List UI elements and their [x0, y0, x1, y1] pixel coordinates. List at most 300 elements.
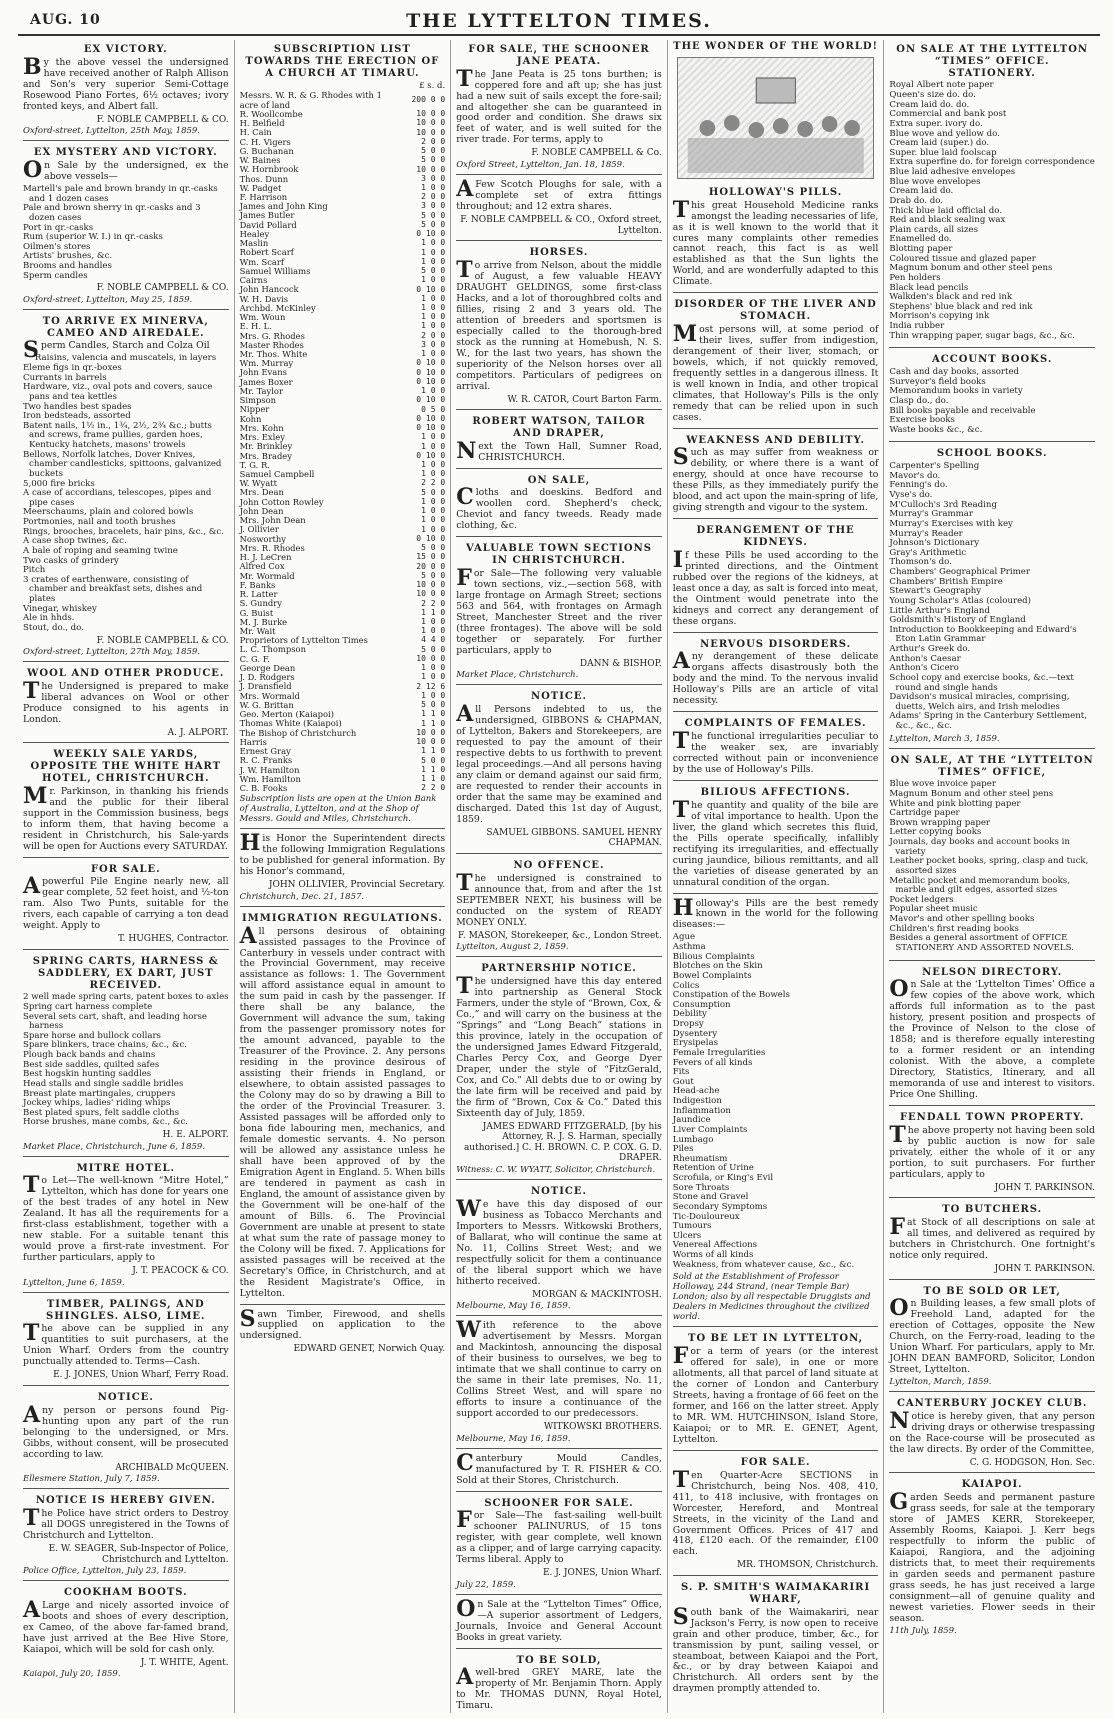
subscription-amount: 10 0 0: [416, 109, 446, 119]
subscriber-name: Kohn: [239, 413, 262, 424]
list-item: Gray's Arithmetic: [889, 547, 967, 558]
subscriber-name: John Evans: [239, 367, 287, 378]
ad-title: HOLLOWAY'S PILLS.: [708, 186, 843, 198]
subscription-amount: 5 0 0: [421, 644, 446, 654]
ad-signature: DANN & BISHOP.: [579, 658, 662, 669]
subscription-amount: 2 0 0: [421, 136, 446, 146]
advertisement: [673, 521, 879, 632]
ad-title: NELSON DIRECTORY.: [922, 966, 1063, 978]
subscriber-name: Thos. Dunn: [239, 173, 289, 184]
subscription-amount: 10 0 0: [416, 653, 446, 663]
list-item: Port in qr.-casks: [23, 222, 94, 233]
list-item: Cash and day books, assorted: [889, 367, 1020, 378]
ad-body: On Sale at the “Lyttelton Times” Office,—A superior assortment of Ledgers, Journals, Invoice and General Account Books in great variety.: [456, 1595, 662, 1643]
ad-footer: Lyttelton, March, 1859.: [889, 1377, 992, 1388]
ad-title: EX MYSTERY AND VICTORY.: [33, 147, 218, 159]
ad-body: If these Pills be used according to the printed directions, and the Ointment rubbed over the regions of the kidneys, at least once a day, as salt is forced into meat, the Ointment would penetrate into the kidneys and correct any derangement of these organs.: [672, 546, 879, 627]
ad-title: IMMIGRATION REGULATIONS.: [242, 912, 443, 924]
subscriber-name: Nosworthy: [239, 533, 286, 544]
subscription-amount: 0 10 0: [416, 450, 446, 460]
list-item: Vyse's do.: [889, 490, 933, 501]
subscriber-name: C. H. Vigers: [239, 136, 291, 147]
ad-title: EX VICTORY.: [83, 44, 168, 55]
list-item: Bilious Complaints: [672, 951, 755, 962]
subscriber-name: Maslin: [239, 238, 269, 249]
ad-footer: July 22, 1859.: [456, 1579, 516, 1590]
list-item: Breast plate martingales, cruppers: [23, 1088, 176, 1099]
advertisement: [889, 751, 1095, 961]
ad-footer: Ellesmere Station, July 7, 1859.: [23, 1474, 160, 1485]
list-item: Martell's pale and brown brandy in qr.-casks and 1 dozen cases: [23, 184, 218, 204]
subscription-amount: 3 0 0: [421, 173, 446, 183]
advertisement: [456, 959, 662, 1180]
list-item: Bill books payable and receivable: [889, 405, 1036, 416]
subscription-amount: 1 1 0: [421, 607, 446, 617]
ad-title: SPRING CARTS, HARNESS & SADDLERY, EX DART, JUST RECEIVED.: [32, 955, 219, 991]
list-item: Cream laid (super.) do.: [889, 138, 990, 149]
list-item: Rum (superior W. I.) in qr.-casks: [23, 232, 163, 243]
list-item: 5,000 fire bricks: [23, 478, 95, 489]
ad-body: Any person or persons found Pig-hunting upon any part of the run belonging to the undersigned, or Mrs. Gibbs, without consent, will be prosecuted according to law.: [23, 1401, 229, 1460]
ad-signature: W. R. CATOR, Court Barton Farm.: [507, 394, 662, 405]
ad-title: DERANGEMENT OF THE KIDNEYS.: [696, 525, 855, 549]
subscription-amount: 2 2 0: [421, 783, 446, 793]
subscriber-name: David Pollard: [239, 219, 297, 230]
subscription-amount: 10 0 0: [416, 127, 446, 137]
advertisement: [456, 471, 662, 538]
crowd-engraving-icon: [678, 58, 874, 178]
subscription-amount: 0 10 0: [416, 423, 446, 433]
subscriber-name: The Bishop of Christchurch: [239, 727, 357, 738]
table-row: [240, 396, 446, 405]
list-item: Pale and brown sherry in qr.-casks and 3 dozen cases: [23, 203, 201, 223]
list-item: Debility: [672, 1009, 707, 1020]
masthead: [18, 8, 1100, 36]
subscriber-name: H. J. LeCren: [239, 552, 292, 563]
subscriber-name: J. Ollivier: [239, 524, 279, 535]
advertisement: [23, 312, 229, 662]
advertisement: [456, 1451, 662, 1492]
ad-footer: Christchurch, Dec. 21, 1857.: [239, 891, 365, 902]
ad-body: For a term of years (or the interest offered for sale), in one or more allotments, all that parcel of land situate at the corner of London and Canterbury Streets, having a frontage of 66 feet on the former, and 166 on the latter street. Apply to MR. WM. HUTCHINSON, Island Store, Kaiapoi; or to MR. E. GENET, Agent, Lyttelton.: [672, 1343, 879, 1445]
ad-body: The functional irregularities peculiar to the weaker sex, are invariably corrected without pain or inconvenience by the use of Holloway's Pills.: [672, 728, 879, 775]
advertisement: [23, 1295, 229, 1386]
advertisement: [23, 1583, 229, 1683]
subscription-amount: 0 10 0: [416, 533, 446, 543]
subscription-amount: 1 0 0: [421, 441, 446, 451]
subscription-amount: 0 10 0: [416, 358, 446, 368]
subscriber-name: Mrs. Bradey: [239, 450, 292, 461]
subscription-amount: 2 2 0: [421, 598, 446, 608]
ad-title: TO BUTCHERS.: [942, 1204, 1043, 1216]
list-item: Thin wrapping paper, sugar bags, &c., &c.: [889, 330, 1075, 341]
subscriber-name: W. G. Brittan: [239, 699, 294, 710]
advertisement: [889, 1394, 1095, 1473]
ad-body: Mr. Parkinson, in thanking his friends and the public for their liberal support in the Commission business, begs to inform them, that having become a resident in Christchurch, his Sale-yards will be open for Auctions every SATURDAY.: [23, 782, 229, 852]
list-item: Fevers of all kinds: [672, 1057, 753, 1068]
ad-title: TO BE SOLD,: [516, 1654, 602, 1666]
ad-title: TO BE SOLD OR LET,: [923, 1285, 1061, 1297]
list-item: Consumption: [672, 999, 731, 1010]
list-item: Raisins, valencia and muscatels, in layers: [34, 353, 217, 364]
ad-title: ON SALE AT THE LYTTELTON “TIMES” OFFICE. STATIONERY.: [896, 44, 1089, 79]
list-item: Spare blinkers, trace chains, &c., &c.: [23, 1040, 188, 1051]
subscription-amount: 15 0 0: [416, 552, 446, 562]
ad-body: AFew Scotch Ploughs for sale, with a complete set of extra fittings throughout; and 12 extra shares.: [456, 176, 662, 212]
list-item: Cream laid do.: [889, 186, 954, 197]
ad-footer: Melbourne, May 16, 1859.: [456, 1301, 571, 1312]
ad-signature: J. T. WHITE, Agent.: [140, 1657, 229, 1668]
subscriber-name: J. Dransfield: [239, 681, 292, 692]
ad-title: NOTICE.: [530, 1186, 587, 1198]
list-item: Children's first reading books: [889, 923, 1019, 934]
ad-title: ON SALE,: [527, 474, 591, 486]
list-item: Adams' Spring in the Canterbury Settlement, &c., &c., &c.: [889, 711, 1087, 732]
ad-signature: F. NOBLE CAMPBELL & CO., Oxford street, Lyttelton.: [460, 214, 662, 236]
subscription-amount: 10 0 0: [416, 164, 446, 174]
list-item: Murray's Reader: [889, 528, 963, 539]
list-item: Goldsmith's History of England: [889, 615, 1026, 626]
ad-title: NERVOUS DISORDERS.: [700, 638, 852, 650]
subscription-amount: 1 0 0: [421, 386, 446, 396]
ad-signature: EDWARD GENET, Norwich Quay.: [293, 1344, 446, 1355]
list-item: Murray's Exercises with key: [889, 518, 1013, 529]
subscription-amount: 1 0 0: [421, 515, 446, 525]
advertisement: [673, 431, 879, 520]
ad-footer: Lyttelton, August 2, 1859.: [456, 942, 569, 953]
subscription-amount: 1 1 0: [421, 764, 446, 774]
ad-body: Canterbury Mould Candles, manufactured by T. R. FISHER & CO. Sold at their Stores, Christchurch.: [456, 1449, 662, 1486]
list-item: Walkden's black and red ink: [889, 292, 1013, 303]
list-item: Ulcers: [672, 1230, 702, 1241]
list-item: Anthon's Cicero: [889, 663, 959, 674]
ad-signature: F. MASON, Storekeeper, &c., London Street.: [458, 930, 662, 941]
ad-signature: SAMUEL GIBBONS. SAMUEL HENRY CHAPMAN.: [486, 827, 662, 849]
ad-item-list: [889, 780, 1095, 953]
advertisement: [240, 1307, 446, 1360]
ad-title: NOTICE.: [97, 1391, 154, 1403]
list-item: Best plated spurs, felt saddle cloths: [23, 1107, 180, 1118]
subscriber-name: F. Harrison: [239, 191, 288, 202]
advertisement: [673, 896, 879, 1328]
table-row: [240, 405, 446, 414]
list-item: Brown wrapping paper: [889, 817, 991, 828]
ad-body: ALarge and nicely assorted invoice of boots and shoes of every description, ex Cameo, of the above far-famed brand, have just arrived at the Bee Hive Store, Kaiapoi, which will be sold for cash only.: [23, 1596, 229, 1655]
subscriber-name: S. Gundry: [239, 598, 282, 609]
ad-body: The undersigned is constrained to announce that, from and after the 1st SEPTEMBER NEXT, his business will be conducted on the system of READY MONEY ONLY.: [456, 869, 662, 928]
list-item: Dysentery: [672, 1028, 718, 1039]
ad-title: KAIAPOI.: [961, 1479, 1023, 1491]
list-item: Morrison's copying ink: [889, 311, 990, 322]
subscriber-name: Mrs. R. Rhodes: [239, 542, 305, 553]
ad-footer: Oxford-street, Lyttelton, 25th May, 1859.: [23, 126, 201, 137]
subscription-amount: 1 0 0: [421, 626, 446, 636]
column-4: [668, 40, 885, 1713]
ad-title: WEAKNESS AND DEBILITY.: [686, 434, 865, 446]
list-item: 2 well made spring carts, patent boxes to axles: [23, 992, 229, 1003]
ad-body: Awell-bred GREY MARE, late the property of Mr. Benjamin Thorn. Apply to Mr. THOMAS DUNN, Royal Hotel, Timaru.: [456, 1664, 662, 1712]
subscription-amount: 1 0 0: [421, 460, 446, 469]
list-item: Plain cards, all sizes: [889, 224, 978, 235]
advertisement: [456, 412, 662, 469]
list-item: M'Culloch's 3rd Reading: [889, 499, 997, 510]
ad-body: We have this day disposed of our business as Tobacco Merchants and Importers to Messrs. Witkowski Brothers, of Ballarat, who will continue the same at No. 11, Collins Street West; and we respectfully solicit for them a continuance of the liberal support which we have hitherto received.: [456, 1195, 662, 1287]
subscription-amount: 1 0 0: [421, 256, 446, 266]
list-item: Two handles best spades: [23, 401, 132, 412]
subscriber-name: Mrs. Exley: [239, 432, 285, 443]
list-item: Several sets cart, shaft, and leading horse harness: [23, 1011, 208, 1032]
ad-signature: J. T. PEACOCK & CO.: [132, 1266, 229, 1277]
column-5: [884, 40, 1100, 1713]
list-item: A bale of roping and seaming twine: [23, 545, 178, 556]
ad-title: WEEKLY SALE YARDS, OPPOSITE THE WHITE HART HOTEL, CHRISTCHURCH.: [30, 749, 222, 785]
advertisement: [456, 687, 662, 854]
ad-title: HORSES.: [529, 247, 589, 259]
list-item: Plough back bands and chains: [23, 1050, 156, 1061]
subscriber-name: John Cotton Rowley: [239, 496, 324, 507]
list-item: Arthur's Greek do.: [889, 644, 971, 655]
list-item: Mavor's and other spelling books: [889, 914, 1035, 925]
list-item: Indigestion: [672, 1096, 722, 1107]
list-item: Meerschaums, plain and colored bowls: [23, 507, 194, 518]
list-item: School copy and exercise books, &c.—text round and single hands: [889, 672, 1074, 693]
list-item: Magnum Bonum and other steel pens: [889, 788, 1054, 799]
list-item: Tumours: [672, 1221, 712, 1232]
ad-title: FOR SALE.: [90, 863, 161, 875]
list-item: White and pink blotting paper: [889, 798, 1021, 809]
subscriber-name: R. Latter: [239, 589, 278, 600]
advertisement: [456, 1182, 662, 1316]
list-item: Journals, day books and account books in variety: [889, 837, 1070, 857]
subscriber-name: Proprietors of Lyttelton Times: [239, 635, 368, 646]
subscriber-name: L. C. Thompson: [239, 644, 306, 655]
subscription-amount: 10 0 0: [416, 580, 446, 590]
issue-date: AUG. 10: [30, 12, 101, 28]
subscriber-name: M. J. Burke: [239, 616, 288, 627]
ad-title: FOR SALE, THE SCHOONER JANE PEATA.: [468, 44, 650, 67]
list-item: Stout, do., do.: [23, 622, 84, 633]
ad-signature: MR. THOMSON, Christchurch.: [736, 1560, 879, 1571]
subscriber-name: W. Baines: [239, 155, 281, 166]
table-row: [240, 91, 446, 109]
subscriber-name: Harris: [239, 736, 267, 747]
list-item: Enamelled do.: [889, 234, 952, 245]
ad-title: TO ARRIVE EX MINERVA, CAMEO AND AIREDALE.: [42, 315, 209, 339]
ad-signature: E. J. JONES, Union Wharf.: [542, 1568, 662, 1579]
subscription-amount: 0 10 0: [416, 395, 446, 405]
subscriber-name: W. H. Davis: [239, 293, 289, 304]
ad-body: Sawn Timber, Firewood, and shells supplied on application to the undersigned.: [239, 1305, 446, 1342]
ad-title: NOTICE IS HEREBY GIVEN.: [35, 1495, 216, 1507]
ad-signature: WITKOWSKI BROTHERS.: [543, 1422, 662, 1432]
ad-title: COMPLAINTS OF FEMALES.: [684, 718, 867, 730]
ad-item-list: [889, 81, 1095, 341]
ad-body: To Let—The well-known “Mitre Hotel,” Lyttelton, which has done for years one of the best trades of any hotel in New Zealand. It has all the requirements for a first-class establishment, together with a new stable. For a suitable tenant this would prove a first-rate investment. For further particulars, apply to: [23, 1172, 229, 1264]
subscriber-name: James and John King: [239, 201, 328, 212]
ad-signature: JOHN T. PARKINSON.: [994, 1182, 1095, 1193]
list-item: Black lead pencils: [889, 282, 969, 293]
subscription-amount: 2 0 0: [421, 192, 446, 202]
list-item: Hardware, viz., oval pots and covers, sauce pans and tea kettles: [23, 382, 213, 402]
advertisement: [889, 1108, 1095, 1198]
subscriber-name: Mr. Brinkley: [239, 441, 293, 452]
subscription-amount: 1 0 0: [421, 524, 446, 534]
ad-body: Next the Town Hall, Sumner Road, CHRISTCHURCH.: [456, 437, 662, 464]
subscription-amount: 1 1 0: [421, 746, 446, 756]
column-1: [18, 40, 235, 1713]
subscriber-name: W. Hornbrook: [239, 164, 299, 175]
subscriber-name: John Dean: [239, 505, 284, 516]
subscriber-name: W. Wyatt: [239, 478, 277, 489]
subscriber-name: Ernest Gray: [239, 746, 291, 757]
list-item: Royal Albert note paper: [889, 80, 994, 91]
subscription-amount: 10 0 0: [416, 737, 446, 747]
advertisement: [456, 539, 662, 685]
currency-header: £ s. d.: [419, 81, 446, 92]
subscription-amount: 5 0 0: [421, 266, 446, 276]
ad-signature: A. J. ALPORT.: [167, 727, 229, 738]
ad-title: TO BE LET IN LYTTELTON,: [688, 1333, 864, 1345]
advertisement: [23, 860, 229, 950]
subscriber-name: W. Padget: [239, 182, 282, 193]
advertisement: [673, 635, 879, 713]
subscription-amount: 10 0 0: [416, 589, 446, 599]
table-row: [240, 221, 446, 230]
advertisement: [456, 1494, 662, 1595]
list-item: Popular sheet music: [889, 904, 978, 915]
ad-body: On Sale at the ‘Lyttelton Times’ Office a few copies of the above work, which affords full information as to the past history, present position and prospects of the Province of Nelson to the close of 1858; and is therefore equally interesting to a former resident or an intending colonist. With the above, a complete Directory, Statistics, Itinerary, and all memoranda of use and interest to visitors. Price One Shilling.: [889, 976, 1095, 1101]
ad-body: Sperm Candles, Starch and Colza Oil: [23, 337, 210, 364]
list-item: Constipation of the Bowels: [672, 990, 790, 1001]
list-item: Iron bedsteads, assorted: [23, 411, 131, 422]
ad-body: The Undersigned is prepared to make liberal advances on Wool or other Produce consigned to his agents in London.: [23, 677, 229, 725]
subscription-amount: 1 0 0: [421, 616, 446, 626]
advertisement: [456, 243, 662, 410]
ad-body: Apowerful Pile Engine nearly new, all gear complete, 52 feet hoist, and ½-ton ram. Also Two Punts, suitable for the rivers, each capable of carrying a ton dead weight. Apply to: [23, 873, 229, 932]
list-item: Clasp do., do.: [889, 395, 949, 406]
subscription-amount: 5 0 0: [421, 146, 446, 156]
subscription-amount: 10 0 0: [416, 727, 446, 737]
ad-signature: H. E. ALPORT.: [162, 1130, 229, 1141]
subscription-amount: 5 0 0: [421, 570, 446, 580]
list-item: Drab do. do.: [889, 195, 943, 206]
advertisement: [673, 714, 879, 781]
list-item: Asthma: [672, 942, 706, 953]
ad-body: Such as may suffer from weakness or debility, or where there is a want of energy, should at once have recourse to these Pills, as they immediately purify the blood, and act upon the main-spring of life, giving strength and vigour to the system.: [672, 444, 879, 514]
list-item: Letter copying books: [889, 827, 982, 838]
subscriber-name: E. H. L.: [239, 321, 272, 332]
subscriber-name: H. Belfield: [239, 118, 285, 129]
list-item: 3 crates of earthenware, consisting of chamber and breakfast sets, dishes and plates: [23, 574, 203, 605]
list-item: Besides a general assortment of OFFICE STATIONERY AND ASSORTED NOVELS.: [889, 933, 1074, 953]
subscription-title: SUBSCRIPTION LIST TOWARDS THE ERECTION OF A CHURCH AT TIMARU.: [245, 44, 440, 79]
newspaper-title: THE LYTTELTON TIMES.: [406, 10, 712, 32]
ad-footer: Market Place, Christchurch.: [456, 670, 579, 681]
subscription-amount: 5 0 0: [421, 543, 446, 553]
ad-title: FOR SALE.: [740, 1456, 811, 1468]
subscriber-name: Mr. Taylor: [239, 385, 283, 396]
ad-body: For Sale—The fast-sailing well-built schooner PALINURUS, of 15 tons register, with gear complete, well known as a clipper, and of large carrying capacity. Terms liberal. Apply to: [456, 1507, 662, 1566]
advertisement: [23, 143, 229, 310]
ad-signature: E. W. SEAGER, Sub-Inspector of Police, Christchurch and Lyttelton.: [48, 1543, 229, 1565]
list-item: Thick blue laid official do.: [889, 205, 1003, 216]
ad-signature: T. HUGHES, Contractor.: [117, 934, 229, 945]
subscriber-name: R. C. Franks: [239, 755, 293, 766]
subscription-amount: 0 10 0: [416, 413, 446, 423]
list-item: Dropsy: [672, 1019, 704, 1030]
subscriber-name: Wm. Woun: [239, 312, 286, 323]
table-row: [240, 267, 446, 276]
ad-body: With reference to the above advertisement by Messrs. Morgan and Mackintosh, announcing the disposal of their business to ourselves, we beg to intimate that we shall continue to carry on the same in their late premises, No. 11, Collins Street West, and will spare no efforts to insure a continuance of the support accorded to our predecessors.: [456, 1317, 662, 1420]
list-item: Mavor's do.: [889, 470, 941, 481]
subscription-amount: 200 0 0: [411, 95, 446, 105]
list-item: Johnson's Dictionary: [889, 538, 980, 549]
subscription-amount: 1 1 0: [421, 773, 446, 783]
advertisement: [456, 177, 662, 241]
list-item: A case of accordians, telescopes, pipes and pipe cases: [23, 488, 212, 508]
subscription-amount: 1 0 0: [421, 432, 446, 442]
ad-body: The quantity and quality of the bile are of vital importance to health. Upon the liver, the gland which secretes this fluid, the Pills operate specifically, infallibly rectifying its irregularities, and effectually curing jaundice, bilious remittants, and all the varieties of disease generated by an unnatural condition of the organ.: [672, 796, 879, 888]
list-item: Surveyor's field books: [889, 376, 986, 387]
subscriber-name: Geo. Merton (Kaiapoi): [239, 709, 334, 720]
advertisement: [456, 1651, 662, 1713]
list-item: Two casks of grindery: [23, 555, 119, 566]
list-item: Gout: [672, 1076, 694, 1087]
subscription-amount: 0 5 0: [421, 404, 446, 414]
subscription-amount: 1 1 0: [421, 718, 446, 728]
subscriber-name: Wm. Hamilton: [239, 773, 301, 784]
list-item: Ague: [672, 932, 696, 943]
list-item: Spring cart harness complete: [23, 1001, 153, 1012]
advertisement: [23, 745, 229, 857]
subscriber-name: Cairns: [239, 275, 268, 286]
subscriber-name: Mr. Thos. White: [239, 348, 308, 359]
subscriber-name: C. B. Fooks: [239, 782, 288, 793]
list-item: Horse brushes, mane combs, &c., &c.: [23, 1117, 189, 1128]
ad-signature: JOHN T. PARKINSON.: [994, 1263, 1095, 1274]
list-item: Super. blue laid foolscap: [889, 147, 997, 158]
list-item: Secondary Symptoms: [672, 1201, 768, 1212]
ad-body: To arrive from Nelson, about the middle of August, a few valuable HEAVY DRAUGHT GELDINGS, some first-class Hacks, and a lot of thoroughbred colts and fillies, rising 2 and 3 years old. The attention of breeders and sportsmen is especially called to the thorough-bred stock as the running at Homebush, N. S. W., for the last two years, has shown the superiority of the Nelson horses over all competitors. Particulars of pedigrees on arrival.: [456, 256, 662, 392]
list-item: Queen's size do. do.: [889, 90, 976, 101]
advertisement: [456, 1597, 662, 1649]
ad-footer: Melbourne, May 16, 1859.: [456, 1433, 571, 1444]
table-row: [240, 784, 446, 793]
ad-body: Fat Stock of all descriptions on sale at all times, and delivered as required by butchers in Christchurch. One fortnight's notice only required.: [889, 1214, 1095, 1261]
list-item: Blue wove and yellow do.: [889, 128, 1000, 139]
subscription-amount: 1 0 0: [421, 303, 446, 313]
subscription-amount: 5 0 0: [421, 487, 446, 497]
ad-signature: C. G. HODGSON, Hon. Sec.: [969, 1457, 1095, 1468]
subscriber-name: H. Cain: [239, 127, 272, 138]
list-item: Little Arthur's England: [889, 605, 990, 616]
subscription-amount: 3 0 0: [421, 339, 446, 349]
list-item: Magnum bonum and other steel pens: [889, 263, 1053, 274]
list-item: Bowel Complaints: [672, 970, 752, 981]
subscriber-name: Mr. Wormald: [239, 570, 295, 581]
subscriber-name: Alfred Cox: [239, 561, 285, 572]
list-item: Extra superfine do. for foreign correspondence: [889, 157, 1095, 168]
ad-title: MITRE HOTEL.: [76, 1162, 175, 1174]
subscriber-name: George Dean: [239, 662, 296, 673]
ad-footer: 11th July, 1859.: [889, 1625, 957, 1636]
list-item: Rheumatism: [672, 1153, 728, 1164]
list-item: Head-ache: [672, 1086, 720, 1097]
subscriber-name: Messrs. W. R. & G. Rhodes with 1 acre of land: [239, 90, 382, 110]
list-item: Tic-Douloureux: [672, 1211, 740, 1222]
ad-item-list: [23, 354, 229, 633]
subscriber-name: Nipper: [239, 404, 270, 415]
